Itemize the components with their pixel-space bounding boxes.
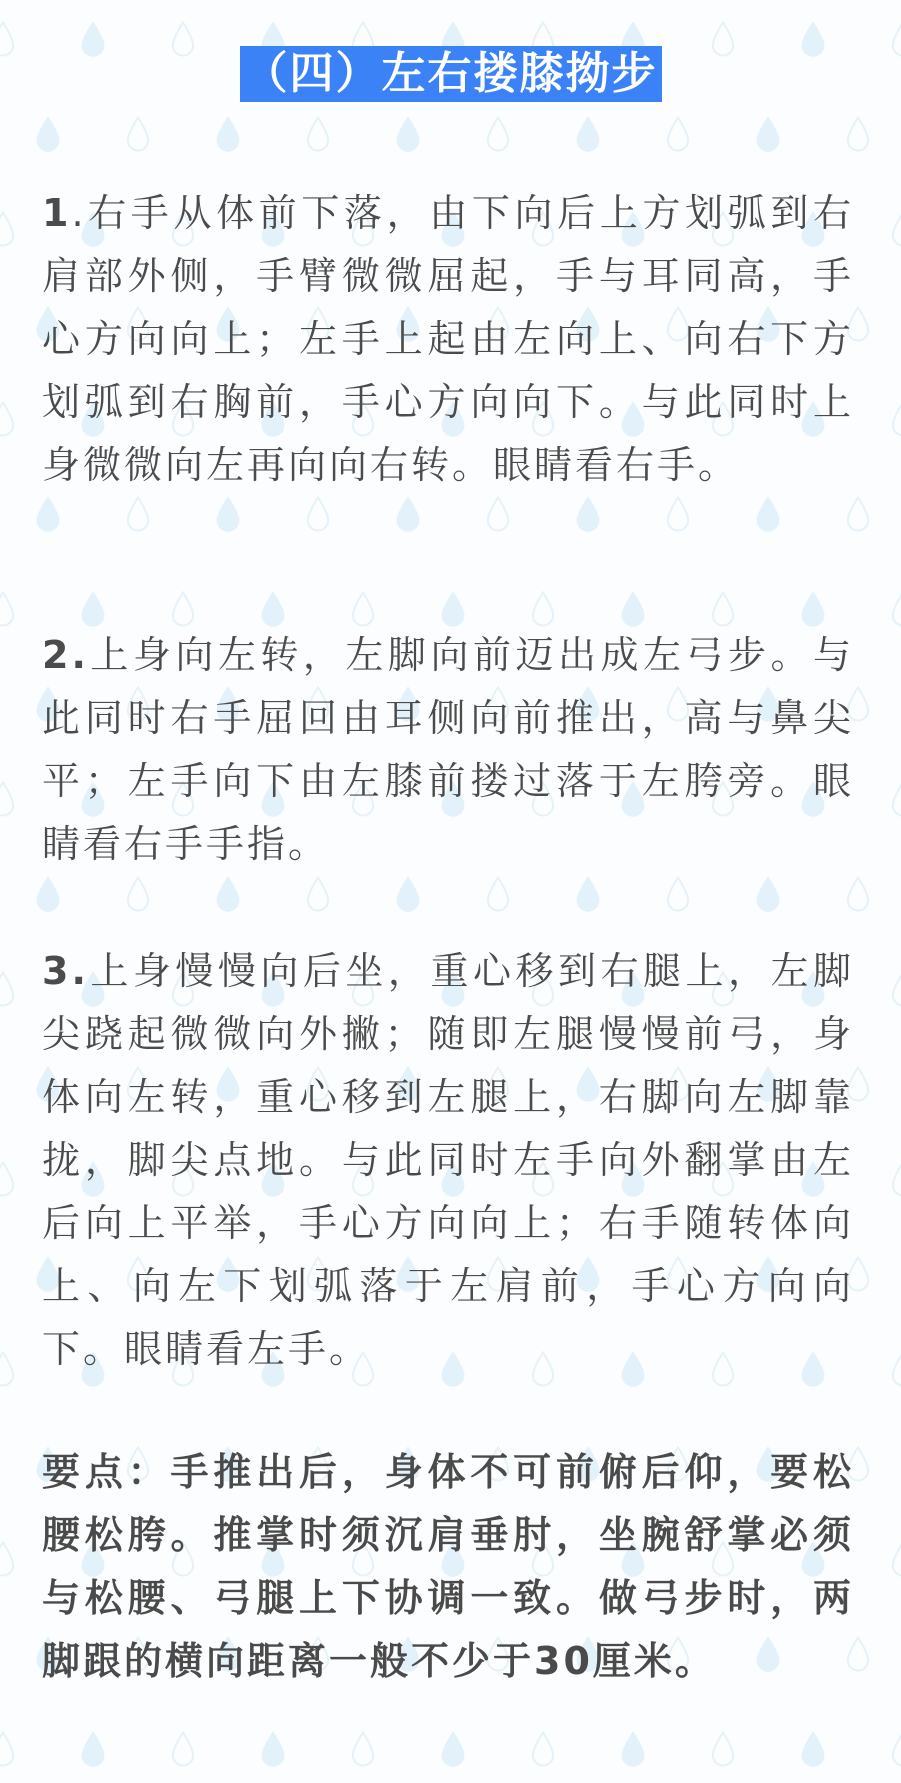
step-text: .右手从体前下落，由下向后上方划弧到右肩部外侧，手臂微微屈起，手与耳同高，手心方向向上；左手上起由左向上、向右下方划弧到右胸前，手心方向向下。与此同时上身微微向左再向向右转。眼睛看右手。 (42, 191, 854, 487)
step-number: 1 (42, 191, 72, 235)
step-2-paragraph (42, 624, 854, 876)
step-1-paragraph (42, 182, 854, 497)
title-container (0, 46, 901, 102)
page-title: （四）左右搂膝拗步 (240, 46, 662, 102)
step-3-paragraph (42, 940, 854, 1381)
step-text: 上身慢慢向后坐，重心移到右腿上，左脚尖跷起微微向外撇；随即左腿慢慢前弓，身体向左转，重心移到左腿上，右脚向左脚靠拢，脚尖点地。与此同时左手向外翻掌由左后向上平举，手心方向向上；右手随转体向上、向左下划弧落于左肩前，手心方向向下。眼睛看左手。 (42, 949, 854, 1371)
key-points-paragraph: 要点：手推出后，身体不可前俯后仰，要松腰松胯。推掌时须沉肩垂肘，坐腕舒掌必须与松腰、弓腿上下协调一致。做弓步时，两脚跟的横向距离一般不少于30厘米。 (42, 1450, 854, 1683)
step-number: 3. (42, 949, 89, 993)
step-text: 上身向左转，左脚向前迈出成左弓步。与此同时右手屈回由耳侧向前推出，高与鼻尖平；左手向下由左膝前搂过落于左胯旁。眼睛看右手手指。 (42, 633, 854, 866)
step-number: 2. (42, 633, 89, 677)
